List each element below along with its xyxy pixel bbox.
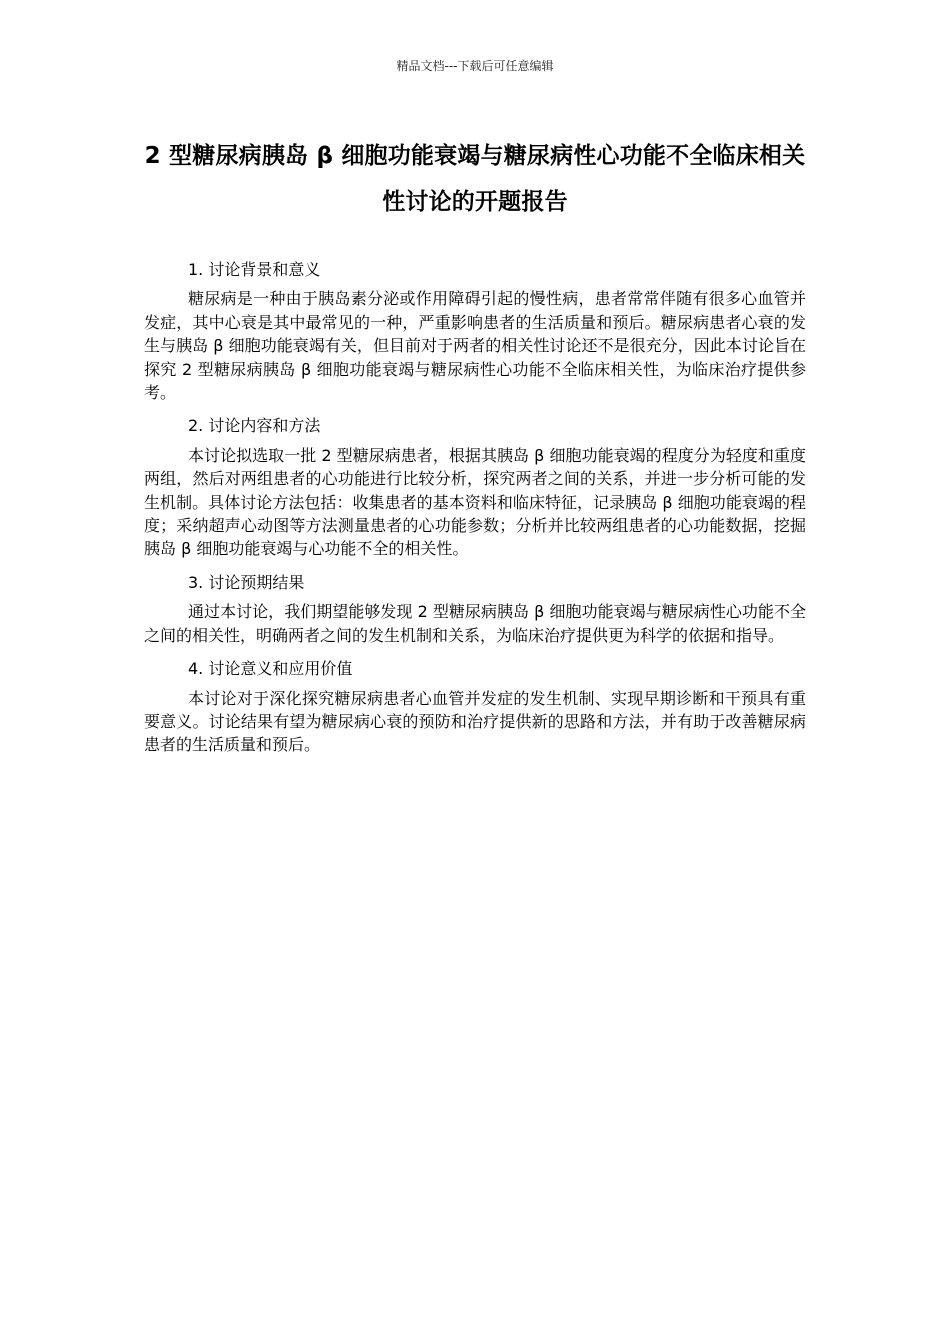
section-expected-results xyxy=(144,571,806,647)
section-heading: 2. 讨论内容和方法 xyxy=(188,416,321,436)
section-significance xyxy=(144,657,806,757)
section-paragraph: 糖尿病是一种由于胰岛素分泌或作用障碍引起的慢性病，患者常常伴随有很多心血管并发症，其中心衰是其中最常见的一种，严重影响患者的生活质量和预后。糖尿病患者心衰的发生与胰岛 β 细胞功能衰竭有关，但目前对于两者的相关性讨论还不是很充分，因此本讨论旨在探究 2 型糖尿病胰岛 β 细胞功能衰竭与糖尿病性心功能不全临床相关性，为临床治疗提供参考。 xyxy=(144,289,806,403)
section-heading: 3. 讨论预期结果 xyxy=(188,572,305,592)
section-paragraph: 通过本讨论，我们期望能够发现 2 型糖尿病胰岛 β 细胞功能衰竭与糖尿病性心功能不全之间的相关性，明确两者之间的发生机制和关系，为临床治疗提供更为科学的依据和指导。 xyxy=(144,602,806,645)
section-heading: 1. 讨论背景和意义 xyxy=(188,260,321,279)
section-content-methods xyxy=(144,414,806,560)
document-title: 2 型糖尿病胰岛 β 细胞功能衰竭与糖尿病性心功能不全临床相关性讨论的开题报告 xyxy=(144,143,806,215)
section-paragraph: 本讨论拟选取一批 2 型糖尿病患者，根据其胰岛 β 细胞功能衰竭的程度分为轻度和重度两组，然后对两组患者的心功能进行比较分析，探究两者之间的关系，并进一步分析可能的发生机制。具体讨论方法包括：收集患者的基本资料和临床特征，记录胰岛 β 细胞功能衰竭的程度；采纳超声心动图等方法测量患者的心功能参数；分析并比较两组患者的心功能数据，挖掘胰岛 β 细胞功能衰竭与心功能不全的相关性。 xyxy=(144,445,806,559)
section-paragraph: 本讨论对于深化探究糖尿病患者心血管并发症的发生机制、实现早期诊断和干预具有重要意义。讨论结果有望为糖尿病心衰的预防和治疗提供新的思路和方法，并有助于改善糖尿病患者的生活质量和预后。 xyxy=(144,688,806,755)
document-body xyxy=(144,258,806,767)
section-heading: 4. 讨论意义和应用价值 xyxy=(188,659,353,679)
header-note: 精品文档---下载后可任意编辑 xyxy=(396,59,554,73)
section-background xyxy=(144,258,806,404)
